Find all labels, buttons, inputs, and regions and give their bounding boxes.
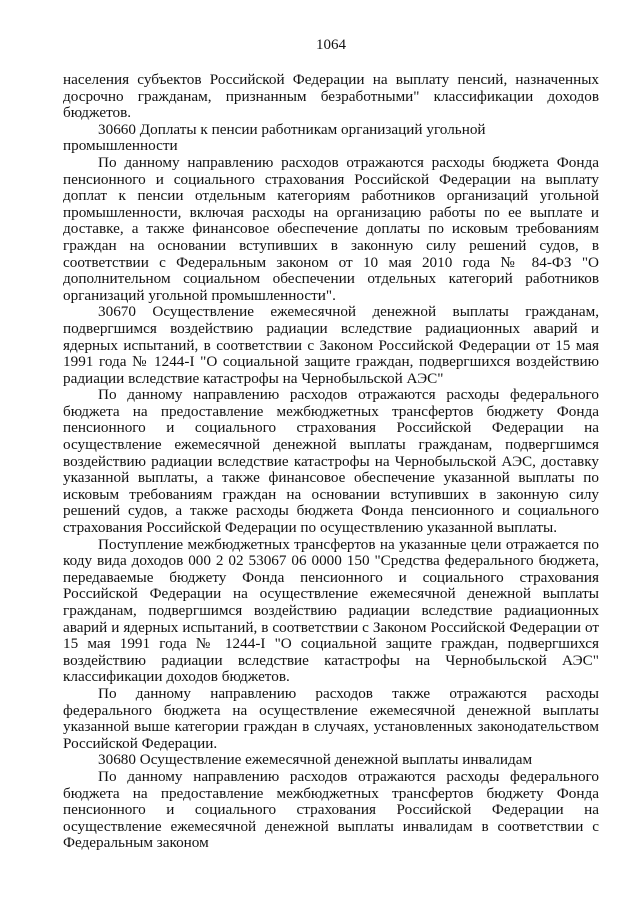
paragraph-30670-income-code: Поступление межбюджетных трансфертов на указанные цели отражается по коду вида доходов 000 2 02 53067 06 0000 150 "Средства федерального бюджета, передаваемые бюджету Фонда пенсионного и социального страхования Российской Федерации на осуществление ежемесячной денежной выплаты гражданам, подвергшимся воздействию радиации вследствие радиационных аварий и ядерных испытаний, в соответствии с Законом Российской Федерации от 15 мая 1991 года № 1244-I "О социальной защите граждан, подвергшихся воздействию радиации вследствие катастрофы на Чернобыльской АЭС" классификации доходов бюджетов. bbox=[63, 535, 599, 686]
paragraph-30680-description: По данному направлению расходов отражаются расходы федерального бюджета на предоставление межбюджетных трансфертов бюджету Фонда пенсионного и социального страхования Российской Федерации на осуществление ежемесячной денежной выплаты инвалидам в соответствии с Федеральным законом bbox=[63, 767, 599, 852]
paragraph-continuation: населения субъектов Российской Федерации на выплату пенсий, назначенных досрочно гражданам, признанным безработными" классификации доходов бюджетов. bbox=[63, 71, 599, 122]
section-heading-30670: 30670 Осуществление ежемесячной денежной выплаты гражданам, подвергшимся воздействию радиации вследствие радиационных аварий и ядерных испытаний, в соответствии с Законом Российской Федерации от 15 мая 1991 года № 1244-I "О социальной защите граждан, подвергшихся воздействию радиации вследствие катастрофы на Чернобыльской АЭС" bbox=[63, 303, 599, 387]
paragraph-30670-additional: По данному направлению расходов также отражаются расходы федерального бюджета на осуществление ежемесячной денежной выплаты указанной выше категории граждан в случаях, установленных законодательством Российской Федерации. bbox=[63, 684, 599, 752]
section-heading-30660: 30660 Доплаты к пенсии работникам организаций угольной промышленности bbox=[63, 120, 486, 155]
document-body bbox=[63, 72, 599, 852]
paragraph-30660-description: По данному направлению расходов отражаются расходы бюджета Фонда пенсионного и социального страхования Российской Федерации на выплату доплат к пенсии отдельным категориям работников организаций угольной промышленности, включая расходы на организацию работы по ее выплате и доставке, а также финансовое обеспечение доплаты по исковым требованиям граждан на основании вступивших в законную силу решений судов, в соответствии с Федеральным законом от 10 мая 2010 года № 84-ФЗ "О дополнительном социальном обеспечении отдельных категорий работников организаций угольной промышленности". bbox=[63, 153, 599, 304]
section-heading-30680: 30680 Осуществление ежемесячной денежной выплаты инвалидам bbox=[98, 751, 533, 769]
paragraph-30670-description: По данному направлению расходов отражаются расходы федерального бюджета на предоставление межбюджетных трансфертов бюджету Фонда пенсионного и социального страхования Российской Федерации на осуществление ежемесячной денежной выплаты гражданам, подвергшимся воздействию радиации вследствие катастрофы на Чернобыльской АЭС, доставку указанной выплаты, а также финансовое обеспечение указанной выплаты по исковым требованиям граждан на основании вступивших в законную силу решений судов, а также расходы бюджета Фонда пенсионного и социального страхования Российской Федерации по осуществлению указанной выплаты. bbox=[63, 386, 599, 537]
page-number: 1064 bbox=[316, 37, 346, 53]
